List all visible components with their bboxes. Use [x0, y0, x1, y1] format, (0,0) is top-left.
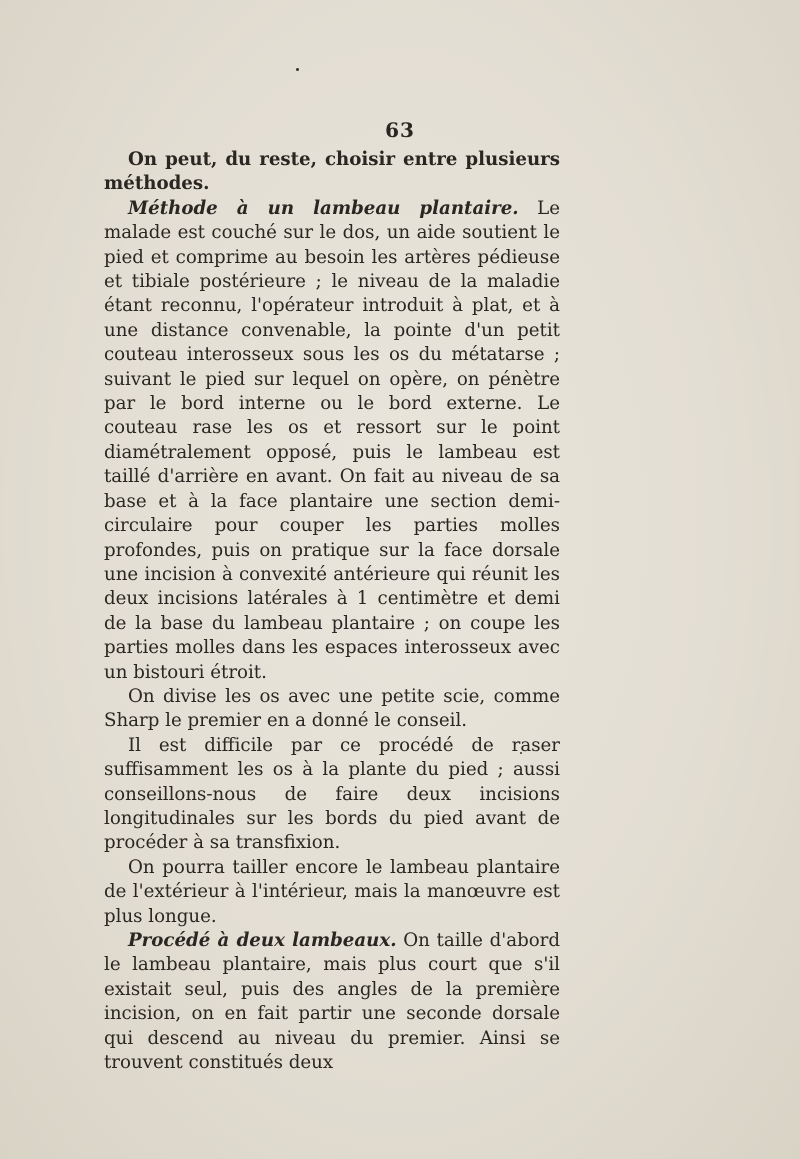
paragraph	[104, 197, 560, 685]
page-number: 63	[385, 118, 415, 142]
paragraph	[104, 734, 560, 856]
paragraph-lead: Méthode à un lambeau plantaire.	[128, 197, 519, 219]
paragraph-text: On taille d'abord le lambeau plantaire, mais plus court que s'il existait seul, puis des angles de la première incision, on en fait partir une seconde dorsale qui descend au niveau du premier. Ainsi se trouvent constitués deux	[104, 930, 560, 1074]
paragraph-lead: Procédé à deux lambeaux.	[128, 930, 397, 951]
paragraph-text: On pourra tailler encore le lambeau plantaire de l'extérieur à l'intérieur, mais la manœuvre est plus longue.	[104, 856, 560, 927]
paragraph	[104, 685, 560, 734]
paper-speck	[296, 68, 299, 71]
paragraph-text: On peut, du reste, choisir entre plusieurs méthodes.	[104, 149, 560, 195]
paragraph	[104, 856, 560, 929]
paragraph-text: Il est difficile par ce procédé de raser suffisamment les os à la plante du pied ; aussi conseillons-nous de faire deux incisions longitudinales sur les bords du pied avant de procéder à sa transfixion.	[104, 734, 560, 854]
paragraph	[104, 148, 560, 197]
paragraph-text: Le malade est couché sur le dos, un aide soutient le pied et comprime au besoin les artères pédieuse et tibiale postérieure ; le niveau de la maladie étant reconnu, l'opérateur introduit à plat, et à une distance convenable, la pointe d'un petit couteau interosseux sous les os du métatarse ; suivant le pied sur lequel on opère, on pénètre par le bord interne ou le bord externe. Le couteau rase les os et ressort sur le point diamétralement opposé, puis le lambeau est taillé d'arrière en avant. On fait au niveau de sa base et à la face plantaire une section demi-circulaire pour couper les parties molles profondes, puis on pratique sur la face dorsale une incision à convexité antérieure qui réunit les deux incisions latérales à 1 centimètre et demi de la base du lambeau plantaire ; on coupe les parties molles dans les espaces interosseux avec un bistouri étroit.	[104, 197, 561, 683]
paragraph-text: On divise les os avec une petite scie, comme Sharp le premier en a donné le conseil.	[104, 685, 560, 732]
body-text	[104, 148, 560, 1075]
paragraph	[104, 929, 560, 1075]
